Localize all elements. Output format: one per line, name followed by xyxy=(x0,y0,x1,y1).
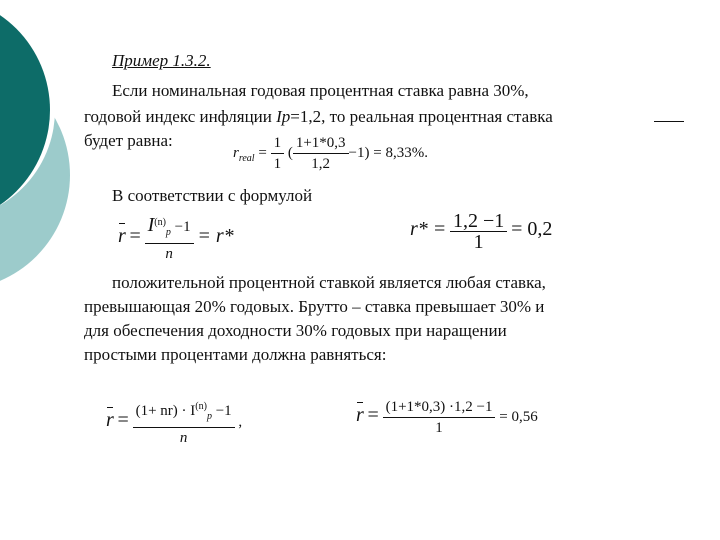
para3-line1: положительной процентной ставкой является любая ставка, xyxy=(112,273,546,292)
example-title: Пример 1.3.2. xyxy=(112,51,211,70)
formula-general: r = $\frac{I^{(n)}_p -1}{n}$ = r* xyxy=(118,214,234,262)
formula-real-rate: $r_{real}$ = $\frac{1}{1}$ ( $\frac{1+1*0,3}{1,2}$ −1) = 8,33%. xyxy=(233,135,428,172)
para3-line4: простыми процентами должна равняться: xyxy=(84,345,387,364)
para1-line1: Если номинальная годовая процентная ставка равна 30%, xyxy=(112,81,529,100)
para2: В соответствии с формулой xyxy=(112,186,313,205)
para3-line3: для обеспечения доходности 30% годовых при наращении xyxy=(84,321,507,340)
blank-line xyxy=(654,121,684,122)
formula-gross-rate: r = $\frac{(1+ nr) \cdot I^{(n)}_p -1}{n}$ , xyxy=(106,398,242,447)
para1-line2: годовой индекс инфляции Ip=1,2, то реальная процентная ставка xyxy=(84,107,553,126)
para3-line2: превышающая 20% годовых. Брутто – ставка превышает 30% и xyxy=(84,297,545,316)
formula-gross-value: r = $\frac{(1+1*0,3) \cdot 1,2 -1}{1}$ = 0,56 xyxy=(356,399,538,436)
para1-line3: будет равна: xyxy=(84,131,173,150)
formula-rstar: r* = $\frac{1,2 -1}{1}$ = 0,2 xyxy=(410,210,553,253)
decorative-circles xyxy=(0,0,90,300)
